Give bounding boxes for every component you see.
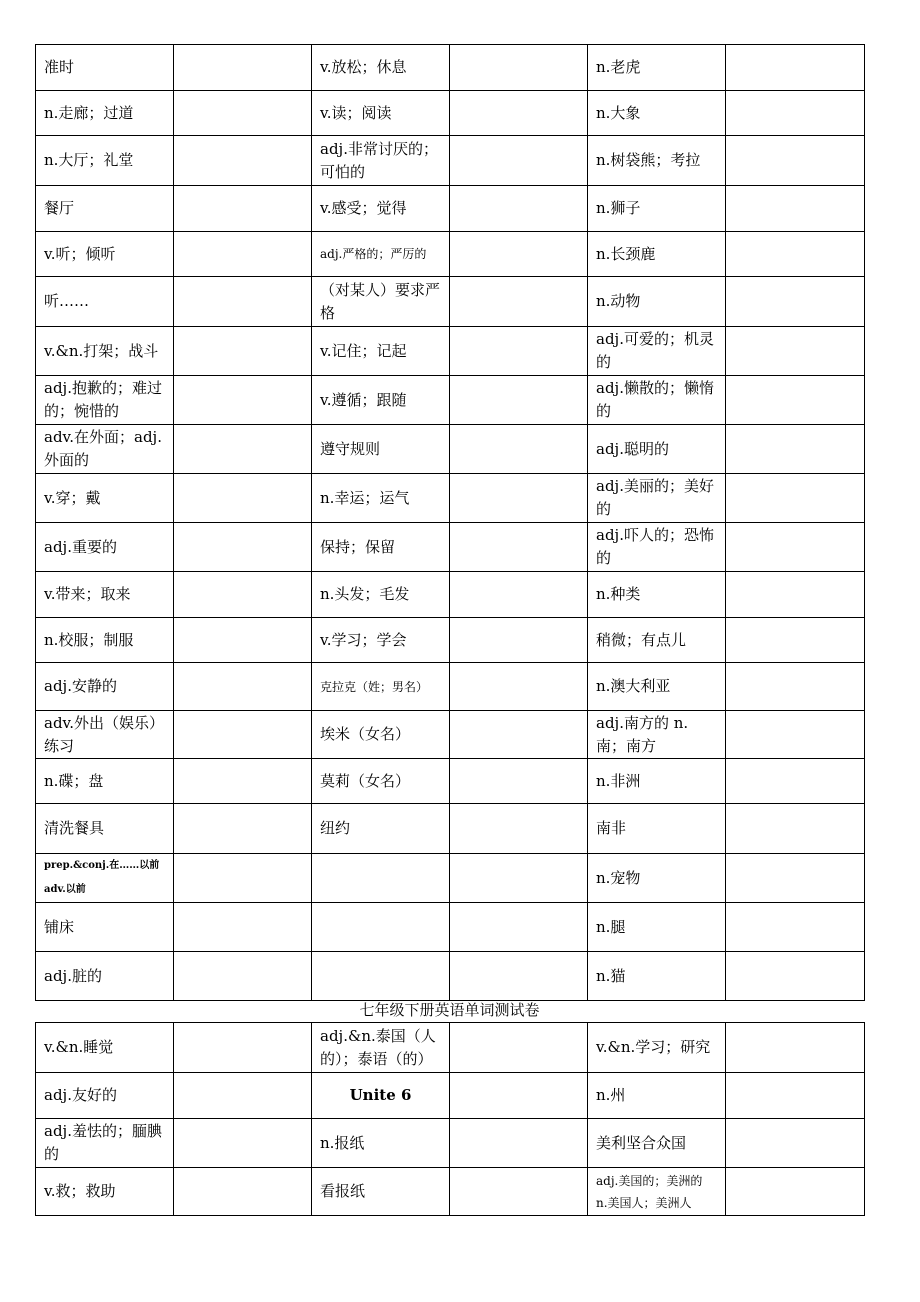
answer-blank[interactable] xyxy=(726,903,865,952)
answer-blank[interactable] xyxy=(726,711,865,759)
table-row xyxy=(36,854,865,903)
table-row xyxy=(36,523,865,572)
word-cell: n.头发；毛发 xyxy=(312,572,450,618)
table-row xyxy=(36,232,865,277)
word-cell: 听…… xyxy=(36,277,174,327)
answer-blank[interactable] xyxy=(726,759,865,804)
word-cell: n.大厅；礼堂 xyxy=(36,136,174,186)
answer-blank[interactable] xyxy=(450,952,588,1001)
table-row xyxy=(36,711,865,759)
table-row xyxy=(36,91,865,136)
word-cell: v.感受；觉得 xyxy=(312,186,450,232)
table-row xyxy=(36,186,865,232)
table-row xyxy=(36,1168,865,1216)
answer-blank[interactable] xyxy=(726,376,865,425)
answer-blank[interactable] xyxy=(726,91,865,136)
test-title: 七年级下册英语单词测试卷 xyxy=(359,1001,540,1019)
word-cell xyxy=(312,903,450,952)
answer-blank[interactable] xyxy=(174,425,312,474)
table-row xyxy=(36,1023,865,1073)
answer-blank[interactable] xyxy=(450,759,588,804)
word-cell: 看报纸 xyxy=(312,1168,450,1216)
word-cell: adj.吓人的；恐怖的 xyxy=(588,523,726,572)
word-cell: 清洗餐具 xyxy=(36,804,174,854)
table-row xyxy=(36,45,865,91)
table-row xyxy=(36,327,865,376)
answer-blank[interactable] xyxy=(174,376,312,425)
answer-blank[interactable] xyxy=(174,474,312,523)
answer-blank[interactable] xyxy=(174,572,312,618)
answer-blank[interactable] xyxy=(450,1023,588,1073)
word-cell: 准时 xyxy=(36,45,174,91)
answer-blank[interactable] xyxy=(726,232,865,277)
answer-blank[interactable] xyxy=(450,618,588,663)
answer-blank[interactable] xyxy=(174,663,312,711)
word-cell: v.学习；学会 xyxy=(312,618,450,663)
answer-blank[interactable] xyxy=(174,618,312,663)
answer-blank[interactable] xyxy=(726,1168,865,1216)
word-cell: 铺床 xyxy=(36,903,174,952)
word-cell: v.记住；记起 xyxy=(312,327,450,376)
answer-blank[interactable] xyxy=(174,91,312,136)
word-cell: v.听；倾听 xyxy=(36,232,174,277)
word-cell: adj.严格的；严厉的 xyxy=(312,232,450,277)
word-cell: n.树袋熊；考拉 xyxy=(588,136,726,186)
word-cell: n.长颈鹿 xyxy=(588,232,726,277)
word-cell: n.大象 xyxy=(588,91,726,136)
answer-blank[interactable] xyxy=(450,425,588,474)
word-cell: adj.安静的 xyxy=(36,663,174,711)
word-cell: n.幸运；运气 xyxy=(312,474,450,523)
answer-blank[interactable] xyxy=(450,376,588,425)
word-cell: n.老虎 xyxy=(588,45,726,91)
answer-blank[interactable] xyxy=(726,1023,865,1073)
table-row xyxy=(36,1073,865,1119)
word-cell: 保持；保留 xyxy=(312,523,450,572)
table-row xyxy=(36,474,865,523)
answer-blank[interactable] xyxy=(726,45,865,91)
word-cell: 美利坚合众国 xyxy=(588,1119,726,1168)
answer-blank[interactable] xyxy=(726,327,865,376)
word-cell: adv.外出（娱乐）练习 xyxy=(36,711,174,759)
answer-blank[interactable] xyxy=(726,425,865,474)
word-cell: adj.抱歉的；难过的；惋惜的 xyxy=(36,376,174,425)
word-cell: n.走廊；过道 xyxy=(36,91,174,136)
answer-blank[interactable] xyxy=(450,45,588,91)
word-cell: v.&n.睡觉 xyxy=(36,1023,174,1073)
answer-blank[interactable] xyxy=(726,804,865,854)
table-row xyxy=(36,425,865,474)
vocab-table-1 xyxy=(35,44,865,1001)
unit-heading: Unite 6 xyxy=(312,1073,450,1119)
table-row xyxy=(36,804,865,854)
table-row xyxy=(36,376,865,425)
word-cell: v.&n.学习；研究 xyxy=(588,1023,726,1073)
answer-blank[interactable] xyxy=(174,711,312,759)
word-cell xyxy=(312,952,450,1001)
word-cell: n.种类 xyxy=(588,572,726,618)
word-cell: v.读；阅读 xyxy=(312,91,450,136)
table-row xyxy=(36,759,865,804)
answer-blank[interactable] xyxy=(726,277,865,327)
word-cell: v.穿；戴 xyxy=(36,474,174,523)
word-cell: n.动物 xyxy=(588,277,726,327)
answer-blank[interactable] xyxy=(450,1119,588,1168)
answer-blank[interactable] xyxy=(450,523,588,572)
answer-blank[interactable] xyxy=(450,327,588,376)
answer-blank[interactable] xyxy=(174,327,312,376)
answer-blank[interactable] xyxy=(450,91,588,136)
word-cell: n.腿 xyxy=(588,903,726,952)
word-cell: 南非 xyxy=(588,804,726,854)
word-cell: adj.&n.泰国（人的）；泰语（的） xyxy=(312,1023,450,1073)
answer-blank[interactable] xyxy=(174,804,312,854)
answer-blank[interactable] xyxy=(174,232,312,277)
table-row xyxy=(36,277,865,327)
table-row xyxy=(36,903,865,952)
word-cell: v.带来；取来 xyxy=(36,572,174,618)
answer-blank[interactable] xyxy=(450,711,588,759)
word-cell: adj.友好的 xyxy=(36,1073,174,1119)
answer-blank[interactable] xyxy=(450,232,588,277)
word-cell: 莫莉（女名） xyxy=(312,759,450,804)
word-cell: adj.可爱的；机灵的 xyxy=(588,327,726,376)
word-cell: v.遵循；跟随 xyxy=(312,376,450,425)
answer-blank[interactable] xyxy=(450,1073,588,1119)
word-cell: （对某人）要求严格 xyxy=(312,277,450,327)
word-cell: v.救；救助 xyxy=(36,1168,174,1216)
word-cell xyxy=(312,854,450,903)
answer-blank[interactable] xyxy=(174,854,312,903)
word-cell: n.报纸 xyxy=(312,1119,450,1168)
table-row xyxy=(36,663,865,711)
table-row xyxy=(36,572,865,618)
answer-blank[interactable] xyxy=(450,804,588,854)
word-cell: adj.美丽的；美好的 xyxy=(588,474,726,523)
answer-blank[interactable] xyxy=(726,523,865,572)
answer-blank[interactable] xyxy=(726,186,865,232)
answer-blank[interactable] xyxy=(174,1073,312,1119)
answer-blank[interactable] xyxy=(726,572,865,618)
word-cell: adj.羞怯的；腼腆的 xyxy=(36,1119,174,1168)
answer-blank[interactable] xyxy=(174,45,312,91)
word-cell: n.校服；制服 xyxy=(36,618,174,663)
word-cell: adj.南方的 n.南；南方 xyxy=(588,711,726,759)
answer-blank[interactable] xyxy=(174,759,312,804)
word-cell: n.非洲 xyxy=(588,759,726,804)
answer-blank[interactable] xyxy=(450,136,588,186)
word-cell: n.宠物 xyxy=(588,854,726,903)
answer-blank[interactable] xyxy=(726,952,865,1001)
answer-blank[interactable] xyxy=(726,854,865,903)
table-row xyxy=(36,618,865,663)
answer-blank[interactable] xyxy=(726,1073,865,1119)
word-cell: n.澳大利亚 xyxy=(588,663,726,711)
word-cell: n.州 xyxy=(588,1073,726,1119)
word-cell: adj.非常讨厌的；可怕的 xyxy=(312,136,450,186)
table-row xyxy=(36,1119,865,1168)
word-cell: n.狮子 xyxy=(588,186,726,232)
answer-blank[interactable] xyxy=(450,903,588,952)
answer-blank[interactable] xyxy=(450,186,588,232)
word-cell: adj.脏的 xyxy=(36,952,174,1001)
word-cell: n.碟；盘 xyxy=(36,759,174,804)
word-cell: 稍微；有点儿 xyxy=(588,618,726,663)
answer-blank[interactable] xyxy=(174,523,312,572)
word-cell: adj.美国的；美洲的 n.美国人；美洲人 xyxy=(588,1168,726,1216)
answer-blank[interactable] xyxy=(174,1023,312,1073)
answer-blank[interactable] xyxy=(450,663,588,711)
answer-blank[interactable] xyxy=(726,136,865,186)
answer-blank[interactable] xyxy=(174,1168,312,1216)
word-cell: 餐厅 xyxy=(36,186,174,232)
word-cell: 克拉克（姓；男名） xyxy=(312,663,450,711)
answer-blank[interactable] xyxy=(726,1119,865,1168)
table-row xyxy=(36,952,865,1001)
word-cell: v.放松；休息 xyxy=(312,45,450,91)
answer-blank[interactable] xyxy=(174,186,312,232)
word-cell: n.猫 xyxy=(588,952,726,1001)
answer-blank[interactable] xyxy=(450,277,588,327)
answer-blank[interactable] xyxy=(450,1168,588,1216)
word-cell: adv.在外面；adj.外面的 xyxy=(36,425,174,474)
word-cell: 遵守规则 xyxy=(312,425,450,474)
answer-blank[interactable] xyxy=(450,854,588,903)
word-cell: 埃米（女名） xyxy=(312,711,450,759)
answer-blank[interactable] xyxy=(450,474,588,523)
answer-blank[interactable] xyxy=(174,952,312,1001)
answer-blank[interactable] xyxy=(726,474,865,523)
vocab-table-2 xyxy=(35,1022,865,1216)
answer-blank[interactable] xyxy=(174,277,312,327)
word-cell: adj.重要的 xyxy=(36,523,174,572)
word-cell: v.&n.打架；战斗 xyxy=(36,327,174,376)
answer-blank[interactable] xyxy=(174,1119,312,1168)
answer-blank[interactable] xyxy=(726,663,865,711)
answer-blank[interactable] xyxy=(450,572,588,618)
word-cell: adj.懒散的；懒惰的 xyxy=(588,376,726,425)
word-cell: 纽约 xyxy=(312,804,450,854)
table-row xyxy=(36,136,865,186)
answer-blank[interactable] xyxy=(174,136,312,186)
word-cell: prep.&conj.在……以前 adv.以前 xyxy=(36,854,174,903)
word-cell: adj.聪明的 xyxy=(588,425,726,474)
answer-blank[interactable] xyxy=(174,903,312,952)
answer-blank[interactable] xyxy=(726,618,865,663)
